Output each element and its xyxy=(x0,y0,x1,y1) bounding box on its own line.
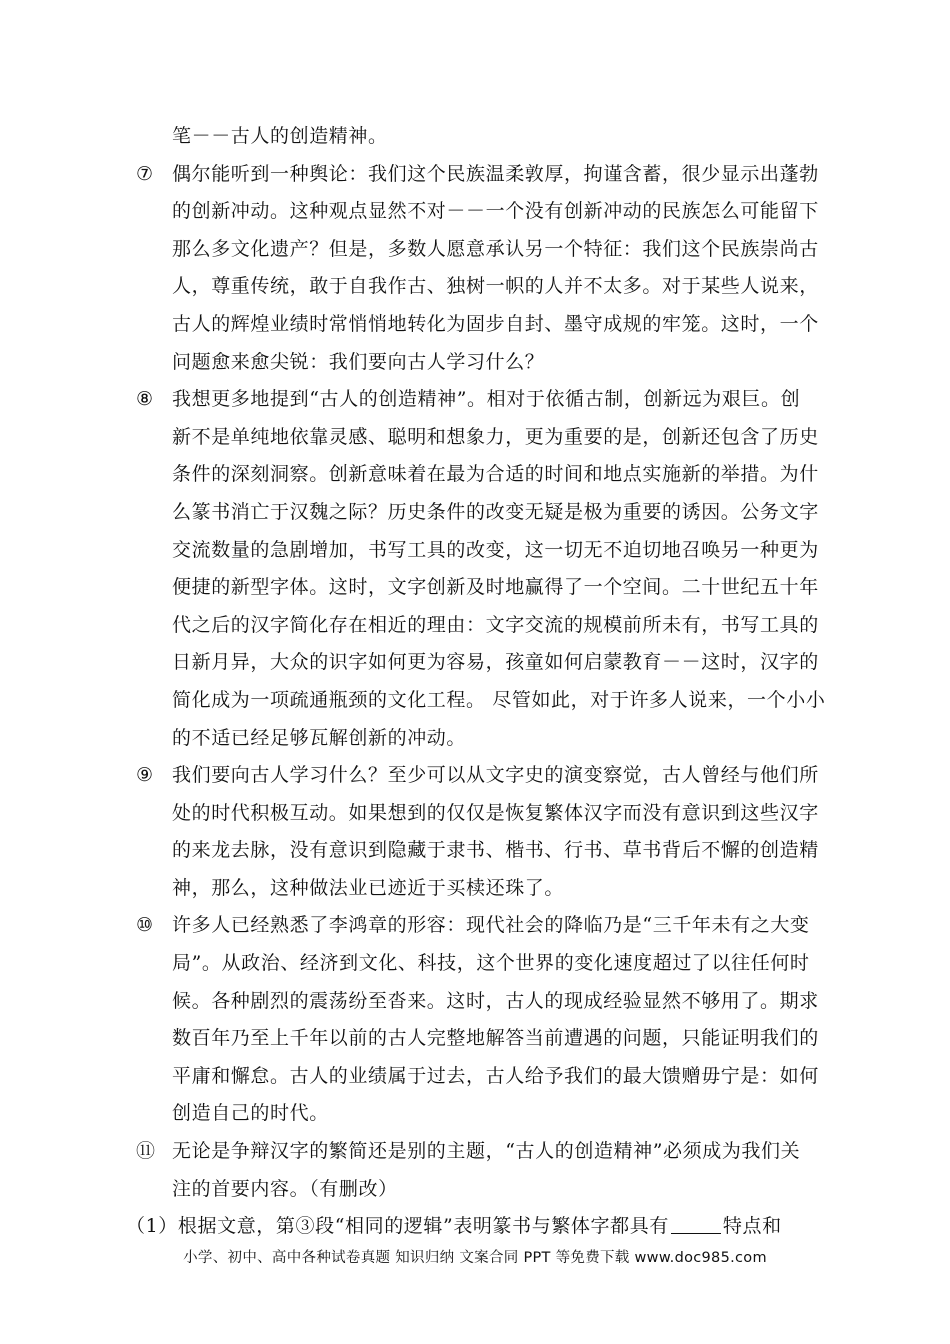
page-footer: 小学、初中、高中各种试卷真题 知识归纳 文案合同 PPT 等免费下载 www.doc985.com xyxy=(183,1250,767,1266)
question-text: （1）根据文意，第③段“相同的逻辑”表明篆书与繁体字都具有 xyxy=(126,1215,669,1238)
paragraph-line: 局”。从政治、经济到文化、科技，这个世界的变化速度超过了以往任何时 xyxy=(172,952,810,975)
paragraph-first-line xyxy=(136,757,819,795)
paragraph-text: 许多人已经熟悉了李鸿章的形容：现代社会的降临乃是“三千年未有之大变 xyxy=(172,914,810,937)
paragraph-line: 候。各种剧烈的震荡纷至沓来。这时，古人的现成经验显然不够用了。期求 xyxy=(172,989,819,1012)
paragraph-line: 的创新冲动。这种观点显然不对－－一个没有创新冲动的民族怎么可能留下 xyxy=(172,200,819,223)
paragraph-first-line xyxy=(136,381,816,419)
question-line xyxy=(126,1208,816,1246)
answer-blank[interactable] xyxy=(671,1213,721,1234)
paragraph-line: 简化成为一项疏通瓶颈的文化工程。 尽管如此，对于许多人说来，一个小小 xyxy=(172,688,826,711)
question-text-tail: 特点和 xyxy=(722,1215,782,1238)
paragraph-text: 我想更多地提到“古人的创造精神”。相对于依循古制，创新远为艰巨。创 xyxy=(172,388,801,411)
paragraph-line: 日新月异，大众的识字如何更为容易，孩童如何启蒙教育－－这时，汉字的 xyxy=(172,651,819,674)
paragraph-line: 神，那么，这种做法业已迹近于买椟还珠了。 xyxy=(172,876,565,899)
paragraph-line: 的来龙去脉，没有意识到隐藏于隶书、楷书、行书、草书背后不懈的创造精 xyxy=(172,839,819,862)
paragraph-line: 条件的深刻洞察。创新意味着在最为合适的时间和地点实施新的举措。为什 xyxy=(172,463,819,486)
paragraph-number: ⑨ xyxy=(136,764,154,787)
paragraph-number: ⑩ xyxy=(136,914,154,937)
paragraph-line: 平庸和懈怠。古人的业绩属于过去，古人给予我们的最大馈赠毋宁是：如何 xyxy=(172,1064,819,1087)
paragraph-text: 我们要向古人学习什么？至少可以从文字史的演变察觉，古人曾经与他们所 xyxy=(172,764,819,787)
article-body xyxy=(126,118,826,1246)
paragraph-line: 便捷的新型字体。这时，文字创新及时地赢得了一个空间。二十世纪五十年 xyxy=(172,576,819,599)
paragraph-line: 新不是单纯地依靠灵感、聪明和想象力，更为重要的是，创新还包含了历史 xyxy=(172,425,819,448)
paragraph-first-line xyxy=(136,907,816,945)
paragraph-line: 人，尊重传统，敢于自我作古、独树一帜的人并不太多。对于某些人说来， xyxy=(172,275,819,298)
paragraph-line: 注的首要内容。（有删改） xyxy=(172,1177,398,1200)
paragraph-line: 古人的辉煌业绩时常悄悄地转化为固步自封、墨守成规的牢笼。这时，一个 xyxy=(172,312,819,335)
paragraph-text: 无论是争辩汉字的繁简还是别的主题，“古人的创造精神”必须成为我们关 xyxy=(172,1140,801,1163)
paragraph-line: 么篆书消亡于汉魏之际？历史条件的改变无疑是极为重要的诱因。公务文字 xyxy=(172,500,819,523)
paragraph-line: 问题愈来愈尖锐：我们要向古人学习什么？ xyxy=(172,350,545,373)
paragraph-line: 那么多文化遗产？但是，多数人愿意承认另一个特征：我们这个民族崇尚古 xyxy=(172,237,819,260)
paragraph-line: 创造自己的时代。 xyxy=(172,1102,329,1125)
paragraph-line: 的不适已经足够瓦解创新的冲动。 xyxy=(172,726,467,749)
paragraph-number: ⑦ xyxy=(136,162,154,185)
paragraph-number: ⑧ xyxy=(136,388,154,411)
paragraph-line: 数百年乃至上千年以前的古人完整地解答当前遭遇的问题，只能证明我们的 xyxy=(172,1027,819,1050)
paragraph-number: ⑪ xyxy=(136,1140,156,1163)
paragraph-line: 处的时代积极互动。如果想到的仅仅是恢复繁体汉字而没有意识到这些汉字 xyxy=(172,801,819,824)
paragraph-line: 笔－－古人的创造精神。 xyxy=(172,125,388,147)
paragraph-first-line xyxy=(136,1133,816,1171)
paragraph-first-line xyxy=(136,156,819,194)
paragraph-line: 代之后的汉字简化存在相近的理由：文字交流的规模前所未有，书写工具的 xyxy=(172,613,819,636)
paragraph-text: 偶尔能听到一种舆论：我们这个民族温柔敦厚，拘谨含蓄，很少显示出蓬勃 xyxy=(172,162,819,185)
paragraph-line: 交流数量的急剧增加，书写工具的改变，这一切无不迫切地召唤另一种更为 xyxy=(172,538,819,561)
